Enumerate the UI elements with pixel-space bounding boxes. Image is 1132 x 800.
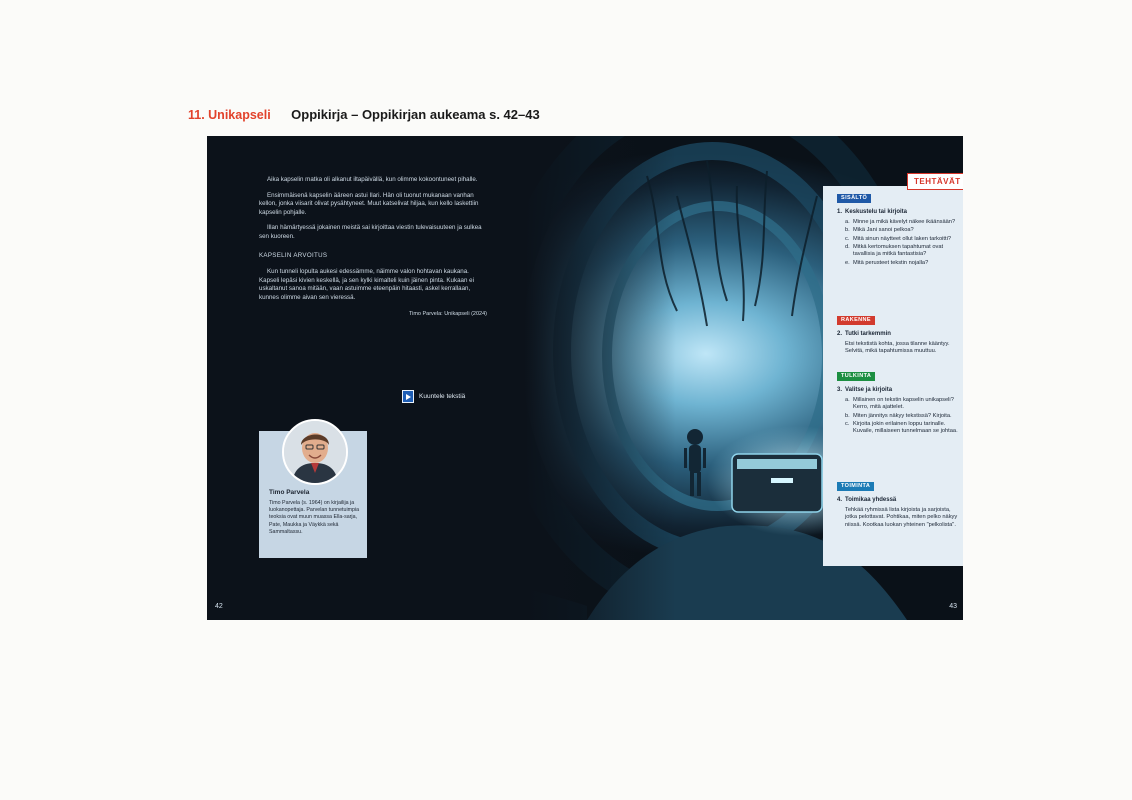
tasks-tab: TEHTÄVÄT — [907, 173, 963, 190]
section-label: TOIMINTA — [837, 482, 874, 491]
section-label: RAKENNE — [837, 316, 875, 325]
listen-button[interactable] — [402, 390, 465, 403]
story-subheading: KAPSELIN ARVOITUS — [259, 251, 328, 259]
story-paragraph: Aika kapselin matka oli alkanut iltapäivällä, kun olimme kokoontuneet pihalle. — [267, 176, 478, 183]
listen-label: Kuuntele tekstiä — [419, 393, 466, 400]
story-paragraph: Ensimmäisenä kapselin ääreen astui Ilari. Hän oli tuonut mukanaan vanhan kellon, jonka viisarit olivat pysähtyneet. Muut katselivat hiljaa, kun kello laskettiin kapselin pohjalle. — [259, 191, 479, 216]
tasks-panel — [823, 186, 963, 566]
task-text: Etsi tekstistä kohta, jossa tilanne kääntyy. Selvitä, mikä tapahtumissa muuttuu. — [845, 340, 950, 355]
subtask-item: a. Millainen on tekstin kapselin unikapseli? Kerro, mitä ajattelet. — [845, 396, 954, 411]
author-name: Timo Parvela — [269, 489, 310, 496]
task-text: Tehkää ryhmissä lista kirjoista ja sarjoista, jotka pelottavat. Pohtikaa, miten pelko näkyy niissä. Kootkaa luokan yhteinen "pelkolista". — [845, 506, 958, 528]
section-tulkinta — [837, 372, 959, 437]
page-title: Oppikirja – Oppikirjan aukeama s. 42–43 — [291, 107, 540, 122]
play-icon — [402, 390, 414, 403]
section-toiminta — [837, 482, 959, 529]
section-label: SISÄLTÖ — [837, 194, 871, 203]
subtask-item: b. Mikä Jani sanoi pelkoa? — [845, 227, 914, 234]
subtask-item: c. Kirjoita jokin erilainen loppu tarinalle. Kuvaile, millaiseen tunnelmaan se johtaa. — [845, 421, 958, 435]
page-number-left: 42 — [215, 603, 223, 610]
book-spread — [207, 136, 963, 620]
subtask-list — [837, 219, 959, 267]
subtask-item: a. Minne ja mikä kävelyt näkee ikäänsään? — [845, 218, 956, 225]
subtask-list — [837, 397, 959, 436]
page-header — [188, 106, 540, 126]
subtask-item: d. Mitkä kertomuksen tapahtumat ovat tavallisia ja mitkä fantastisia? — [845, 244, 944, 258]
section-rakenne — [837, 316, 959, 356]
task-title: 4. Toimikaa yhdessä — [837, 497, 897, 504]
story-text — [259, 176, 487, 325]
subtask-item: b. Miten jännitys näkyy tekstissä? Kirjoita. — [845, 412, 952, 419]
subtask-item: c. Mitä sinun näytteet ollut laken tarkoitti? — [845, 235, 952, 242]
task-title: 2. Tutki tarkemmin — [837, 331, 891, 338]
task-title: 3. Valitse ja kirjoita — [837, 387, 893, 394]
story-paragraph: Illan hämärtyessä jokainen meistä sai kirjoittaa viestin tulevaisuuteen ja sulkea sen kuoreen. — [259, 224, 482, 240]
author-photo — [282, 419, 348, 485]
section-sisalto — [837, 194, 959, 268]
section-label: TULKINTA — [837, 372, 875, 381]
chapter-label: 11. Unikapseli — [188, 108, 271, 122]
story-paragraph: Kun tunneli lopulta aukesi edessämme, näimme valon hohtavan kaukana. Kapseli lepäsi kivien keskellä, ja sen kylki kimalteli kuin jäinen pinta. Kukaan ei uskaltanut sanoa mitään, vaan astuimme eteenpäin hitaasti, askel kerrallaan, kunnes olimme aivan sen vieressä. — [259, 268, 474, 301]
author-box — [259, 431, 367, 558]
story-credit: Timo Parvela: Unikapseli (2024) — [408, 310, 487, 317]
author-bio: Timo Parvela (s. 1964) on kirjailija ja luokanopettaja. Parvelan tunnetuimpia teoksia ovat muun muassa Ella-sarja, Pate, Maukka ja Väykkä sekä Sammaltassu. — [269, 500, 360, 535]
page-number-right: 43 — [949, 603, 957, 610]
subtask-item: e. Mitä perusteet tekstin nojalla? — [845, 259, 929, 266]
task-title: 1. Keskustelu tai kirjoita — [837, 209, 908, 216]
